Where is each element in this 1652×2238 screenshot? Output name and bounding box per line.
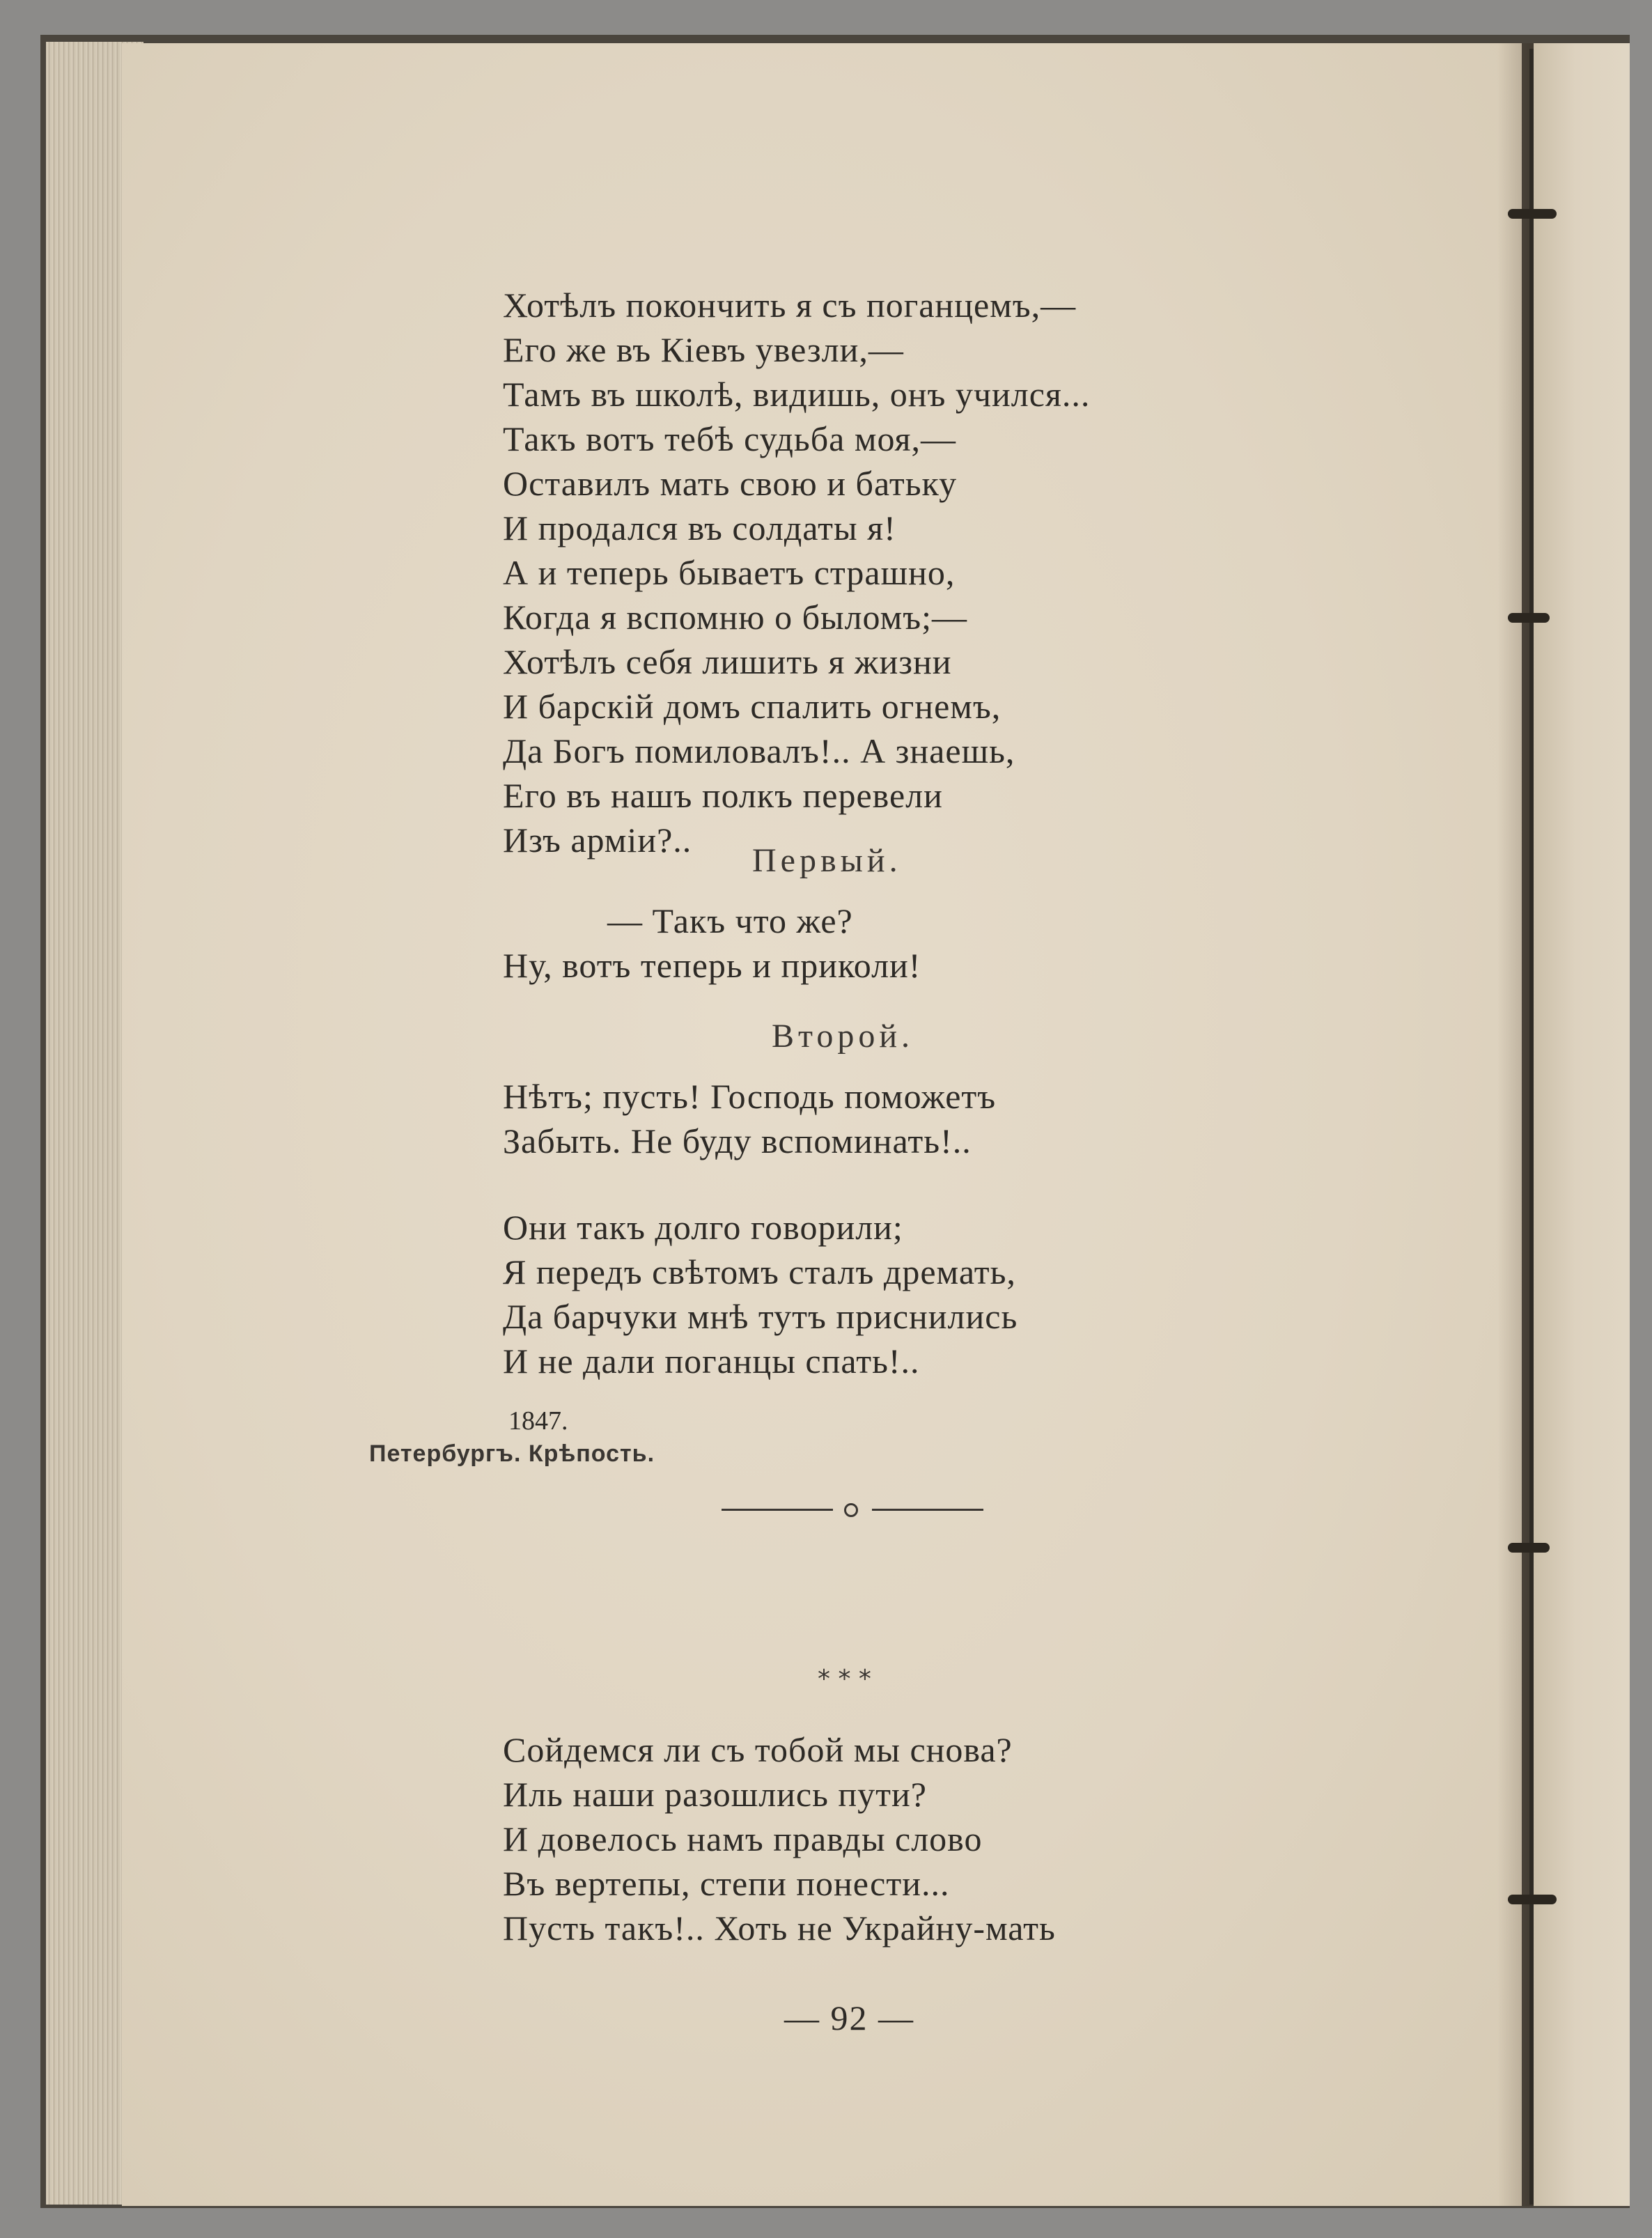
binding-thread	[1508, 1543, 1550, 1553]
verse-line: И барскій домъ спалить огнемъ,	[503, 687, 1002, 726]
asterisk-separator: * * *	[818, 1665, 871, 1693]
verse-line: Когда я вспомню о быломъ;—	[503, 598, 967, 637]
verse-line: Хотѣлъ себя лишить я жизни	[503, 642, 952, 681]
verse-line: Оставилъ мать свою и батьку	[503, 464, 958, 503]
verse-line: — Такъ что же?	[607, 901, 853, 940]
verse-line: А и теперь бываетъ страшно,	[503, 553, 956, 592]
verse-line: Сойдемся ли съ тобой мы снова?	[503, 1730, 1013, 1769]
verse-line: Иль наши разошлись пути?	[503, 1775, 927, 1814]
binding-thread	[1508, 209, 1557, 219]
verse-line: Хотѣлъ покончить я съ поганцемъ,—	[503, 286, 1077, 325]
verse-line: Его въ нашъ полкъ перевели	[503, 776, 943, 815]
verse-line: Тамъ въ школѣ, видишь, онъ учился...	[503, 375, 1091, 414]
verse-line: Да барчуки мнѣ тутъ приснились	[503, 1297, 1018, 1336]
verse-line: Его же въ Кіевъ увезли,—	[503, 330, 904, 369]
poem-place: Петербургъ. Крѣпость.	[369, 1440, 655, 1467]
spine-line	[1529, 49, 1534, 2205]
speaker-label: Второй.	[772, 1018, 914, 1055]
separator-circle	[844, 1503, 858, 1517]
poem-date: 1847.	[508, 1406, 568, 1436]
verse-line: И продался въ солдаты я!	[503, 508, 896, 547]
separator-rule-left	[722, 1509, 833, 1511]
binding-thread	[1508, 613, 1550, 623]
facing-page-edge	[1534, 43, 1638, 2206]
verse-line: Да Богъ помиловалъ!.. А знаешь,	[503, 731, 1015, 770]
verse-line: Забыть. Не буду вспоминать!..	[503, 1121, 972, 1160]
verse-line: Я передъ свѣтомъ сталъ дремать,	[503, 1252, 1016, 1291]
verse-line: И не дали поганцы спать!..	[503, 1342, 920, 1381]
verse-line: Изъ арміи?..	[503, 821, 692, 860]
speaker-label: Первый.	[752, 842, 902, 879]
verse-line: Они такъ долго говорили;	[503, 1208, 903, 1247]
verse-line: Нѣтъ; пусть! Господь поможетъ	[503, 1077, 997, 1116]
verse-line: Въ вертепы, степи понести...	[503, 1864, 950, 1903]
stanza	[503, 1727, 1056, 1950]
separator-rule-right	[872, 1509, 983, 1511]
stanza	[503, 1205, 1018, 1383]
scan-border-right	[1630, 0, 1652, 2238]
stanza	[503, 283, 1090, 862]
verse-line: Ну, вотъ теперь и приколи!	[503, 946, 921, 985]
page-number: — 92 —	[784, 1998, 914, 2037]
stanza	[503, 1074, 996, 1163]
verse-line: И довелось намъ правды слово	[503, 1819, 983, 1858]
verse-line: Пусть такъ!.. Хоть не Украйну-мать	[503, 1909, 1056, 1948]
verse-line: Такъ вотъ тебѣ судьба моя,—	[503, 419, 957, 458]
binding-thread	[1508, 1895, 1557, 1904]
